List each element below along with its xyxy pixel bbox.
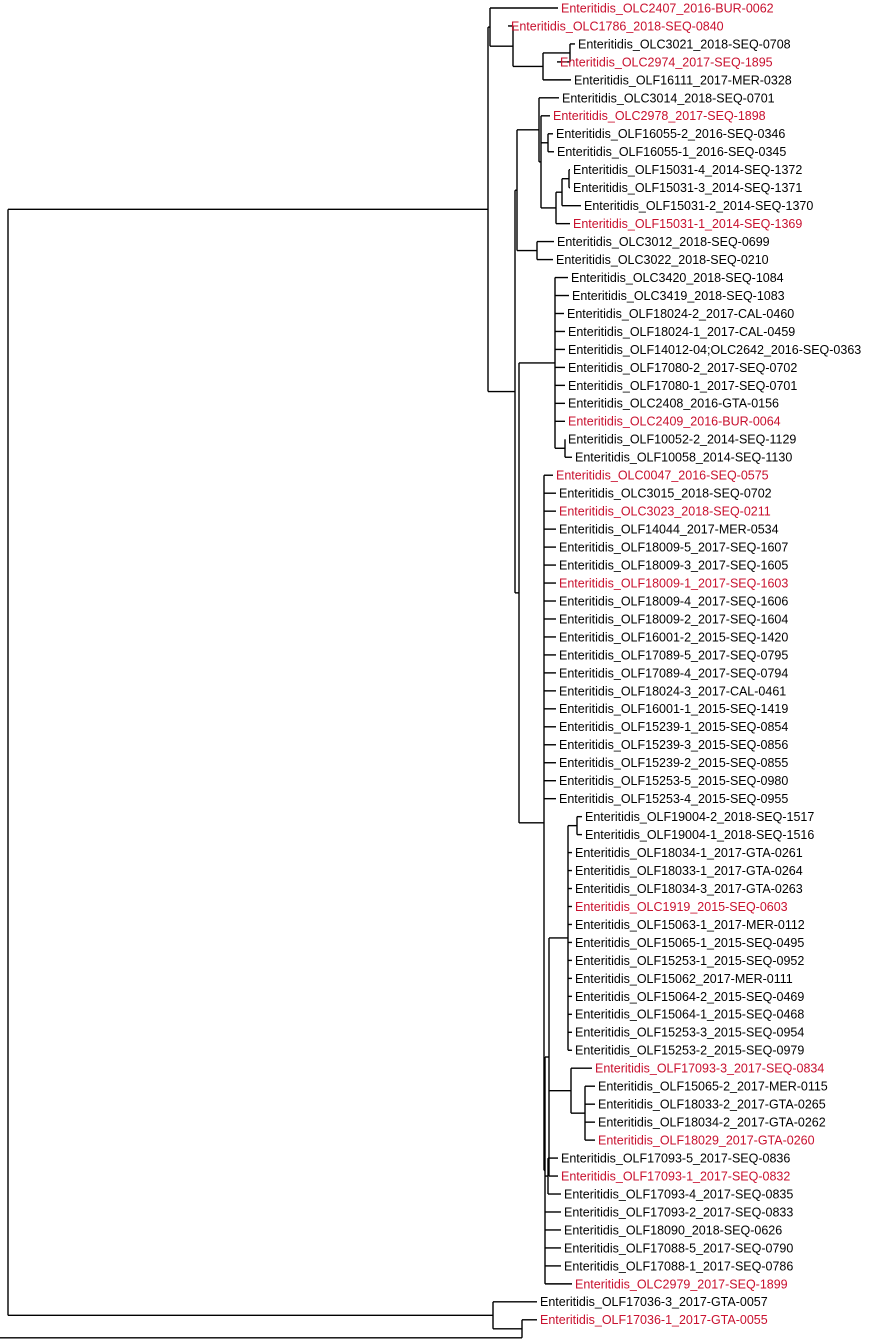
leaf-label: Enteritidis_OLF17088-1_2017-SEQ-0786: [564, 1259, 794, 1274]
leaf-label: Enteritidis_OLF17093-2_2017-SEQ-0833: [564, 1205, 794, 1220]
leaf-label: Enteritidis_OLF15253-4_2015-SEQ-0955: [559, 792, 789, 807]
leaf-label: Enteritidis_OLC2979_2017-SEQ-1899: [575, 1277, 788, 1292]
leaf-label: Enteritidis_OLC2978_2017-SEQ-1898: [553, 109, 766, 124]
leaf-label: Enteritidis_OLC3014_2018-SEQ-0701: [562, 91, 775, 106]
leaf-labels: [511, 1, 861, 1327]
leaf-label: Enteritidis_OLC2408_2016-GTA-0156: [568, 396, 780, 411]
leaf-label: Enteritidis_OLF15253-1_2015-SEQ-0952: [575, 953, 805, 968]
leaf-label: Enteritidis_OLF18033-2_2017-GTA-0265: [598, 1097, 826, 1112]
leaf-label: Enteritidis_OLF18034-1_2017-GTA-0261: [575, 845, 803, 860]
leaf-label: Enteritidis_OLF17080-2_2017-SEQ-0702: [568, 360, 798, 375]
leaf-label: Enteritidis_OLC3021_2018-SEQ-0708: [578, 37, 791, 52]
leaf-label: Enteritidis_OLF15031-3_2014-SEQ-1371: [573, 181, 803, 196]
leaf-label: Enteritidis_OLF15065-2_2017-MER-0115: [598, 1079, 828, 1094]
leaf-label: Enteritidis_OLC1786_2018-SEQ-0840: [511, 19, 724, 34]
leaf-label: Enteritidis_OLF18009-1_2017-SEQ-1603: [559, 576, 789, 591]
tree-branches: [0, 8, 595, 1338]
leaf-label: Enteritidis_OLF15031-4_2014-SEQ-1372: [573, 163, 803, 178]
leaf-label: Enteritidis_OLF15031-1_2014-SEQ-1369: [573, 217, 803, 232]
leaf-label: Enteritidis_OLC2407_2016-BUR-0062: [561, 1, 774, 16]
leaf-label: Enteritidis_OLF18009-5_2017-SEQ-1607: [559, 540, 789, 555]
leaf-label: Enteritidis_OLF17036-3_2017-GTA-0057: [540, 1295, 768, 1310]
leaf-label: Enteritidis_OLF15239-2_2015-SEQ-0855: [559, 756, 789, 771]
leaf-label: Enteritidis_OLF14012-04;OLC2642_2016-SEQ-0363: [568, 342, 862, 357]
leaf-label: Enteritidis_OLF16055-2_2016-SEQ-0346: [556, 127, 786, 142]
leaf-label: Enteritidis_OLF17093-1_2017-SEQ-0832: [561, 1169, 791, 1184]
leaf-label: Enteritidis_OLF14044_2017-MER-0534: [559, 522, 779, 537]
leaf-label: Enteritidis_OLF17036-1_2017-GTA-0055: [540, 1313, 768, 1328]
leaf-label: Enteritidis_OLF18009-4_2017-SEQ-1606: [559, 594, 789, 609]
leaf-label: Enteritidis_OLF15253-2_2015-SEQ-0979: [575, 1043, 805, 1058]
leaf-label: Enteritidis_OLF16001-2_2015-SEQ-1420: [559, 630, 789, 645]
leaf-label: Enteritidis_OLC1919_2015-SEQ-0603: [575, 899, 788, 914]
leaf-label: Enteritidis_OLC0047_2016-SEQ-0575: [556, 468, 769, 483]
leaf-label: Enteritidis_OLF15031-2_2014-SEQ-1370: [584, 199, 814, 214]
leaf-label: Enteritidis_OLF17089-5_2017-SEQ-0795: [559, 648, 789, 663]
leaf-label: Enteritidis_OLC3420_2018-SEQ-1084: [571, 270, 784, 285]
leaf-label: Enteritidis_OLF17093-4_2017-SEQ-0835: [564, 1187, 794, 1202]
leaf-label: Enteritidis_OLF10052-2_2014-SEQ-1129: [568, 432, 797, 447]
leaf-label: Enteritidis_OLF18024-3_2017-CAL-0461: [559, 684, 787, 699]
leaf-label: Enteritidis_OLF15065-1_2015-SEQ-0495: [575, 935, 805, 950]
leaf-label: Enteritidis_OLC2409_2016-BUR-0064: [568, 414, 781, 429]
leaf-label: Enteritidis_OLF19004-2_2018-SEQ-1517: [585, 810, 815, 825]
leaf-label: Enteritidis_OLF15253-5_2015-SEQ-0980: [559, 774, 789, 789]
leaf-label: Enteritidis_OLF18033-1_2017-GTA-0264: [575, 863, 803, 878]
leaf-label: Enteritidis_OLF15063-1_2017-MER-0112: [575, 917, 805, 932]
leaf-label: Enteritidis_OLF17080-1_2017-SEQ-0701: [568, 378, 798, 393]
leaf-label: Enteritidis_OLC3419_2018-SEQ-1083: [572, 288, 785, 303]
leaf-label: Enteritidis_OLF17093-5_2017-SEQ-0836: [561, 1151, 791, 1166]
leaf-label: Enteritidis_OLF18009-3_2017-SEQ-1605: [559, 558, 789, 573]
leaf-label: Enteritidis_OLF15064-2_2015-SEQ-0469: [575, 989, 805, 1004]
leaf-label: Enteritidis_OLF19004-1_2018-SEQ-1516: [585, 828, 815, 843]
leaf-label: Enteritidis_OLF18024-2_2017-CAL-0460: [567, 306, 795, 321]
leaf-label: Enteritidis_OLC3023_2018-SEQ-0211: [559, 504, 771, 519]
leaf-label: Enteritidis_OLC2974_2017-SEQ-1895: [560, 55, 773, 70]
leaf-label: Enteritidis_OLF15239-3_2015-SEQ-0856: [559, 738, 789, 753]
leaf-label: Enteritidis_OLF18024-1_2017-CAL-0459: [568, 324, 796, 339]
leaf-label: Enteritidis_OLF15064-1_2015-SEQ-0468: [575, 1007, 805, 1022]
leaf-label: Enteritidis_OLF15239-1_2015-SEQ-0854: [559, 720, 789, 735]
leaf-label: Enteritidis_OLF18029_2017-GTA-0260: [598, 1133, 815, 1148]
leaf-label: Enteritidis_OLF18009-2_2017-SEQ-1604: [559, 612, 789, 627]
leaf-label: Enteritidis_OLF10058_2014-SEQ-1130: [575, 450, 793, 465]
leaf-label: Enteritidis_OLF17088-5_2017-SEQ-0790: [564, 1241, 794, 1256]
leaf-label: Enteritidis_OLC3012_2018-SEQ-0699: [557, 235, 770, 250]
leaf-label: Enteritidis_OLF17089-4_2017-SEQ-0794: [559, 666, 789, 681]
leaf-label: Enteritidis_OLF16055-1_2016-SEQ-0345: [557, 145, 787, 160]
leaf-label: Enteritidis_OLF15253-3_2015-SEQ-0954: [575, 1025, 805, 1040]
leaf-label: Enteritidis_OLF15062_2017-MER-0111: [575, 971, 793, 986]
leaf-label: Enteritidis_OLF18090_2018-SEQ-0626: [564, 1223, 783, 1238]
leaf-label: Enteritidis_OLF18034-3_2017-GTA-0263: [575, 881, 803, 896]
leaf-label: Enteritidis_OLC3015_2018-SEQ-0702: [559, 486, 772, 501]
leaf-label: Enteritidis_OLF18034-2_2017-GTA-0262: [598, 1115, 826, 1130]
leaf-label: Enteritidis_OLF16111_2017-MER-0328: [574, 73, 792, 88]
leaf-label: Enteritidis_OLF17093-3_2017-SEQ-0834: [595, 1061, 825, 1076]
leaf-label: Enteritidis_OLC3022_2018-SEQ-0210: [556, 252, 769, 267]
leaf-label: Enteritidis_OLF16001-1_2015-SEQ-1419: [559, 702, 789, 717]
